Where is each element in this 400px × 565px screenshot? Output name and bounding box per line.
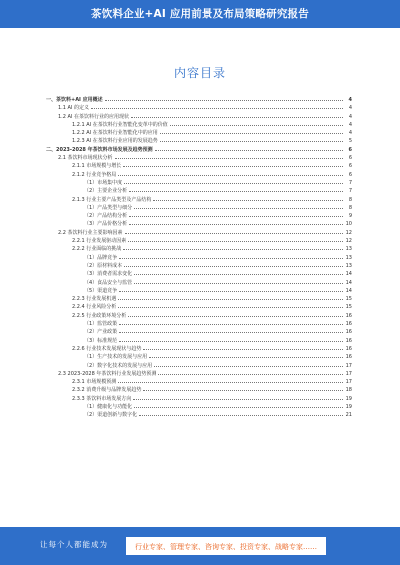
toc-leader-dots bbox=[129, 212, 343, 217]
toc-leader-dots bbox=[154, 362, 343, 367]
toc-leader-dots bbox=[149, 353, 343, 358]
toc-leader-dots bbox=[155, 146, 343, 151]
toc-entry[interactable] bbox=[46, 411, 352, 419]
toc-entry[interactable] bbox=[46, 204, 352, 212]
toc-entry-page: 16 bbox=[345, 337, 352, 344]
toc-leader-dots bbox=[133, 395, 343, 400]
toc-entry-page: 21 bbox=[345, 412, 352, 419]
toc-entry[interactable] bbox=[46, 378, 352, 386]
toc-entry-label: （3）标准规范 bbox=[84, 337, 118, 344]
toc-entry[interactable] bbox=[46, 337, 352, 345]
toc-leader-dots bbox=[125, 229, 343, 234]
toc-entry[interactable] bbox=[46, 179, 352, 187]
toc-entry[interactable] bbox=[46, 212, 352, 220]
toc-entry-page: 17 bbox=[345, 370, 352, 377]
toc-entry[interactable] bbox=[46, 345, 352, 353]
toc-entry-label: 2.3.1 市场规模预测 bbox=[72, 379, 117, 386]
toc-entry[interactable] bbox=[46, 262, 352, 270]
toc-leader-dots bbox=[118, 295, 343, 300]
toc-entry-label: 2.3 2023-2028 年茶饮料行业发展趋势预测 bbox=[58, 370, 157, 377]
toc-entry-label: 1.1 AI 的定义 bbox=[58, 105, 90, 112]
toc-entry-label: 2.1.2 行业竞争格局 bbox=[72, 171, 117, 178]
toc-leader-dots bbox=[143, 345, 343, 350]
toc-entry[interactable] bbox=[46, 104, 352, 112]
toc-leader-dots bbox=[119, 287, 343, 292]
toc-entry-label: 2.2.6 行业技术发展现状与趋势 bbox=[72, 345, 142, 352]
toc-entry-label: （1）监管政策 bbox=[84, 321, 118, 328]
toc-entry-page: 16 bbox=[345, 329, 352, 336]
toc-entry-page: 7 bbox=[348, 188, 352, 195]
toc-entry-page: 6 bbox=[348, 146, 352, 153]
toc-leader-dots bbox=[129, 220, 343, 225]
toc-entry-page: 16 bbox=[345, 321, 352, 328]
toc-entry-page: 4 bbox=[348, 130, 352, 137]
toc-leader-dots bbox=[124, 179, 343, 184]
toc-entry-page: 6 bbox=[348, 171, 352, 178]
toc-entry-page: 13 bbox=[345, 254, 352, 261]
toc-entry[interactable] bbox=[46, 370, 352, 378]
toc-leader-dots bbox=[119, 254, 343, 259]
toc-entry-page: 13 bbox=[345, 246, 352, 253]
toc-entry[interactable] bbox=[46, 162, 352, 170]
toc-entry[interactable] bbox=[46, 245, 352, 253]
toc-leader-dots bbox=[123, 245, 343, 250]
toc-leader-dots bbox=[134, 403, 343, 408]
toc-entry-page: 19 bbox=[345, 395, 352, 402]
toc-leader-dots bbox=[123, 162, 343, 167]
toc-entry[interactable] bbox=[46, 295, 352, 303]
toc-entry-label: （2）数字化技术的发展与应用 bbox=[84, 362, 153, 369]
toc-leader-dots bbox=[124, 262, 343, 267]
toc-leader-dots bbox=[134, 204, 343, 209]
toc-leader-dots bbox=[134, 270, 343, 275]
toc-leader-dots bbox=[119, 337, 343, 342]
toc-leader-dots bbox=[160, 129, 343, 134]
toc-entry-page: 7 bbox=[348, 179, 352, 186]
toc-leader-dots bbox=[158, 370, 343, 375]
toc-leader-dots bbox=[118, 171, 343, 176]
toc-entry-page: 16 bbox=[345, 312, 352, 319]
toc-entry[interactable] bbox=[46, 196, 352, 204]
toc-entry[interactable] bbox=[46, 270, 352, 278]
table-of-contents bbox=[46, 96, 352, 420]
toc-entry-page: 5 bbox=[348, 138, 352, 145]
toc-leader-dots bbox=[160, 137, 343, 142]
toc-entry-page: 13 bbox=[345, 262, 352, 269]
toc-leader-dots bbox=[118, 303, 343, 308]
toc-entry-page: 16 bbox=[345, 354, 352, 361]
toc-entry[interactable] bbox=[46, 113, 352, 121]
toc-entry-label: 2.2.5 行业政策环境分析 bbox=[72, 312, 127, 319]
toc-entry[interactable] bbox=[46, 320, 352, 328]
toc-entry[interactable] bbox=[46, 362, 352, 370]
toc-entry-label: 2.1.1 市场规模与增长 bbox=[72, 163, 122, 170]
toc-entry[interactable] bbox=[46, 154, 352, 162]
toc-entry[interactable] bbox=[46, 403, 352, 411]
toc-entry-label: （3）产品价格分析 bbox=[84, 221, 128, 228]
toc-leader-dots bbox=[91, 104, 343, 109]
toc-leader-dots bbox=[129, 187, 343, 192]
toc-leader-dots bbox=[105, 96, 343, 101]
toc-entry-label: 1.2.1 AI 在茶饮料行业智能化变革中的价值 bbox=[72, 121, 168, 128]
toc-entry[interactable] bbox=[46, 287, 352, 295]
toc-entry[interactable] bbox=[46, 187, 352, 195]
toc-leader-dots bbox=[119, 320, 343, 325]
toc-entry-label: 2.2.1 行业发展驱动因素 bbox=[72, 238, 127, 245]
toc-entry-page: 4 bbox=[348, 113, 352, 120]
page-header bbox=[0, 0, 400, 28]
toc-entry-page: 10 bbox=[345, 221, 352, 228]
toc-entry-label: （2）主要企业分析 bbox=[84, 188, 128, 195]
toc-entry-page: 4 bbox=[348, 121, 352, 128]
toc-entry[interactable] bbox=[46, 395, 352, 403]
toc-entry-page: 12 bbox=[345, 229, 352, 236]
toc-entry-label: （2）渠道创新与数字化 bbox=[84, 412, 138, 419]
toc-leader-dots bbox=[143, 386, 343, 391]
footer-expert-badge: 行业专家、管理专家、咨询专家、投资专家、战略专家…… bbox=[126, 537, 326, 555]
toc-entry-label: （1）市场集中度 bbox=[84, 179, 123, 186]
toc-entry-page: 15 bbox=[345, 296, 352, 303]
toc-entry[interactable] bbox=[46, 171, 352, 179]
toc-entry-label: 1.2.3 AI 在茶饮料行业应用的发展趋势 bbox=[72, 138, 158, 145]
toc-entry-label: 1.2.2 AI 在茶饮料行业智能化中的应用 bbox=[72, 130, 158, 137]
toc-leader-dots bbox=[128, 312, 343, 317]
toc-entry-label: （4）食品安全与监管 bbox=[84, 279, 133, 286]
toc-entry-label: 2.1 茶饮料市场现状分析 bbox=[58, 155, 113, 162]
toc-entry[interactable] bbox=[46, 137, 352, 145]
toc-entry-label: 2.2 茶饮料行业主要影响因素 bbox=[58, 229, 123, 236]
page-footer bbox=[0, 527, 400, 565]
toc-leader-dots bbox=[118, 378, 343, 383]
toc-leader-dots bbox=[119, 328, 343, 333]
toc-entry-label: 2.3.3 茶饮料市场发展方向 bbox=[72, 395, 132, 402]
toc-leader-dots bbox=[153, 196, 343, 201]
toc-entry-page: 17 bbox=[345, 379, 352, 386]
toc-entry-label: （2）产品结构分析 bbox=[84, 213, 128, 220]
toc-entry[interactable] bbox=[46, 146, 352, 154]
toc-entry-label: （1）健康化与功能化 bbox=[84, 403, 133, 410]
toc-entry-page: 15 bbox=[345, 304, 352, 311]
toc-entry[interactable] bbox=[46, 303, 352, 311]
toc-entry[interactable] bbox=[46, 353, 352, 361]
toc-entry-label: （1）生产技术的发展与应用 bbox=[84, 354, 148, 361]
toc-entry-page: 14 bbox=[345, 287, 352, 294]
toc-entry-page: 6 bbox=[348, 155, 352, 162]
toc-entry-label: （2）原材料成本 bbox=[84, 262, 123, 269]
toc-entry-page: 12 bbox=[345, 238, 352, 245]
toc-entry-page: 18 bbox=[345, 387, 352, 394]
toc-leader-dots bbox=[170, 121, 343, 126]
toc-entry-page: 4 bbox=[348, 105, 352, 112]
toc-entry[interactable] bbox=[46, 237, 352, 245]
toc-entry-page: 19 bbox=[345, 403, 352, 410]
toc-leader-dots bbox=[139, 411, 343, 416]
toc-entry-label: （5）渠道竞争 bbox=[84, 287, 118, 294]
toc-entry-page: 6 bbox=[348, 163, 352, 170]
toc-entry-page: 14 bbox=[345, 271, 352, 278]
toc-entry[interactable] bbox=[46, 254, 352, 262]
toc-leader-dots bbox=[115, 154, 343, 159]
toc-entry-label: 1.2 AI 在茶饮料行业的应用现状 bbox=[58, 113, 130, 120]
toc-entry-label: 2.2.4 行业风险分析 bbox=[72, 304, 117, 311]
toc-heading: 内容目录 bbox=[173, 66, 226, 80]
toc-entry[interactable] bbox=[46, 279, 352, 287]
toc-entry-label: （1）产品类型与细分 bbox=[84, 204, 133, 211]
toc-entry-page: 4 bbox=[348, 97, 352, 103]
toc-entry-label: 2.2.3 行业发展机遇 bbox=[72, 296, 117, 303]
toc-leader-dots bbox=[134, 279, 343, 284]
toc-entry[interactable] bbox=[46, 220, 352, 228]
toc-entry-label: 一、茶饮料+AI 应用概述 bbox=[46, 97, 103, 103]
toc-entry-label: （3）消费者需求变化 bbox=[84, 271, 133, 278]
toc-entry-page: 8 bbox=[348, 204, 352, 211]
toc-entry-page: 16 bbox=[345, 345, 352, 352]
toc-entry[interactable] bbox=[46, 328, 352, 336]
toc-entry-label: 2.2.2 行业面临的挑战 bbox=[72, 246, 122, 253]
footer-slogan: 让每个人都能成为 bbox=[40, 540, 108, 549]
toc-entry-label: （2）产业政策 bbox=[84, 329, 118, 336]
toc-entry-label: （1）品牌竞争 bbox=[84, 254, 118, 261]
toc-entry[interactable] bbox=[46, 121, 352, 129]
toc-entry-label: 二、2023-2028 年茶饮料市场发展及趋势预测 bbox=[46, 146, 153, 153]
toc-entry[interactable] bbox=[46, 312, 352, 320]
toc-entry-page: 8 bbox=[348, 196, 352, 203]
toc-entry-label: 2.1.3 行业主要产品类型及产品结构 bbox=[72, 196, 152, 203]
report-title: 茶饮料企业+AI 应用前景及布局策略研究报告 bbox=[91, 8, 309, 20]
toc-entry-page: 17 bbox=[345, 362, 352, 369]
toc-entry-label: 2.3.2 消费升级与品牌发展趋势 bbox=[72, 387, 142, 394]
toc-entry[interactable] bbox=[46, 229, 352, 237]
toc-entry[interactable] bbox=[46, 96, 352, 104]
toc-entry[interactable] bbox=[46, 129, 352, 137]
toc-entry-page: 9 bbox=[348, 213, 352, 220]
toc-leader-dots bbox=[128, 237, 343, 242]
toc-leader-dots bbox=[131, 113, 343, 118]
toc-entry[interactable] bbox=[46, 386, 352, 394]
toc-entry-page: 14 bbox=[345, 279, 352, 286]
